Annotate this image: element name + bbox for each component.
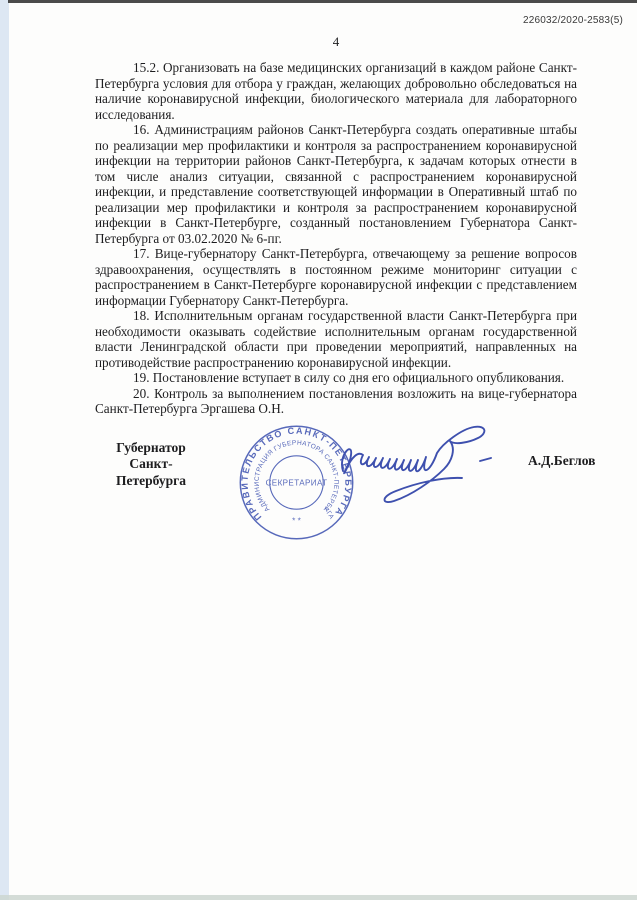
paragraph-15-2: 15.2. Организовать на базе медицинских организаций в каждом районе Санкт-Петербурга условия для отбора у граждан, желающих добровольно обследоваться на наличие коронавирусной инфекции, биологического материала для лабораторного исследования. [95,60,577,122]
signature-strokes [342,426,491,501]
paragraph-16: 16. Администрациям районов Санкт-Петербурга создать оперативные штабы по реализации мер профилактики и контроля за распространением коронавирусной инфекции на территории районов Санкт-Петербурга, к задачам которых отнести в том числе анализ ситуации, связанной с распространением коронавирусной инфекции, и представление соответствующей информации в Оперативный штаб по реализации мер профилактики и контроля за распространением коронавирусной инфекции в Санкт-Петербурге, созданный постановлением Губернатора Санкт-Петербурга от 03.02.2020 № 6-пг. [95,122,577,246]
office-title [95,440,207,490]
scan-edge-bottom [0,895,637,900]
stamp-center-text: СЕКРЕТАРИАТ [265,478,328,488]
office-title-line-2: Санкт-Петербурга [116,456,186,488]
document-body [95,60,596,567]
paragraph-19: 19. Постановление вступает в силу со дня его официального опубликования. [133,370,565,385]
stamp-bottom-marks: * * [292,515,301,526]
scan-edge-top [8,0,637,3]
stamp-inner-ring-text: АДМИНИСТРАЦИЯ ГУБЕРНАТОРА САНКТ-ПЕТЕРБУРГА [253,439,340,521]
page-number: 4 [332,34,340,49]
signature-block [95,417,596,567]
signer-name: А.Д.Беглов [528,452,596,468]
paragraph-17: 17. Вице-губернатору Санкт-Петербурга, отвечающему за решение вопросов здравоохранения, осуществлять в постоянном режиме мониторинг ситуации с распространением в Санкт-Петербурге коронавирусной инфекции с представлением информации Губернатору Санкт-Петербурга. [95,246,577,308]
paragraph-18: 18. Исполнительным органам государственной власти Санкт-Петербурга при необходимости оказывать содействие исполнительным органам государственной власти Ленинградской области при проведении мероприятий, направленных на противодействие распространению коронавирусной инфекции. [95,308,577,370]
paragraph-20: 20. Контроль за выполнением постановления возложить на вице-губернатора Санкт-Петербурга Эргашева О.Н. [95,385,577,416]
office-title-line-1: Губернатор [116,439,186,455]
scan-edge-left [0,0,9,900]
document-code: 226032/2020-2583(5) [523,15,623,26]
signature-dash [480,458,491,461]
handwritten-signature-icon [328,405,524,519]
stamp-outer-ring-text: ПРАВИТЕЛЬСТВО САНКТ-ПЕТЕРБУРГА [239,425,354,522]
